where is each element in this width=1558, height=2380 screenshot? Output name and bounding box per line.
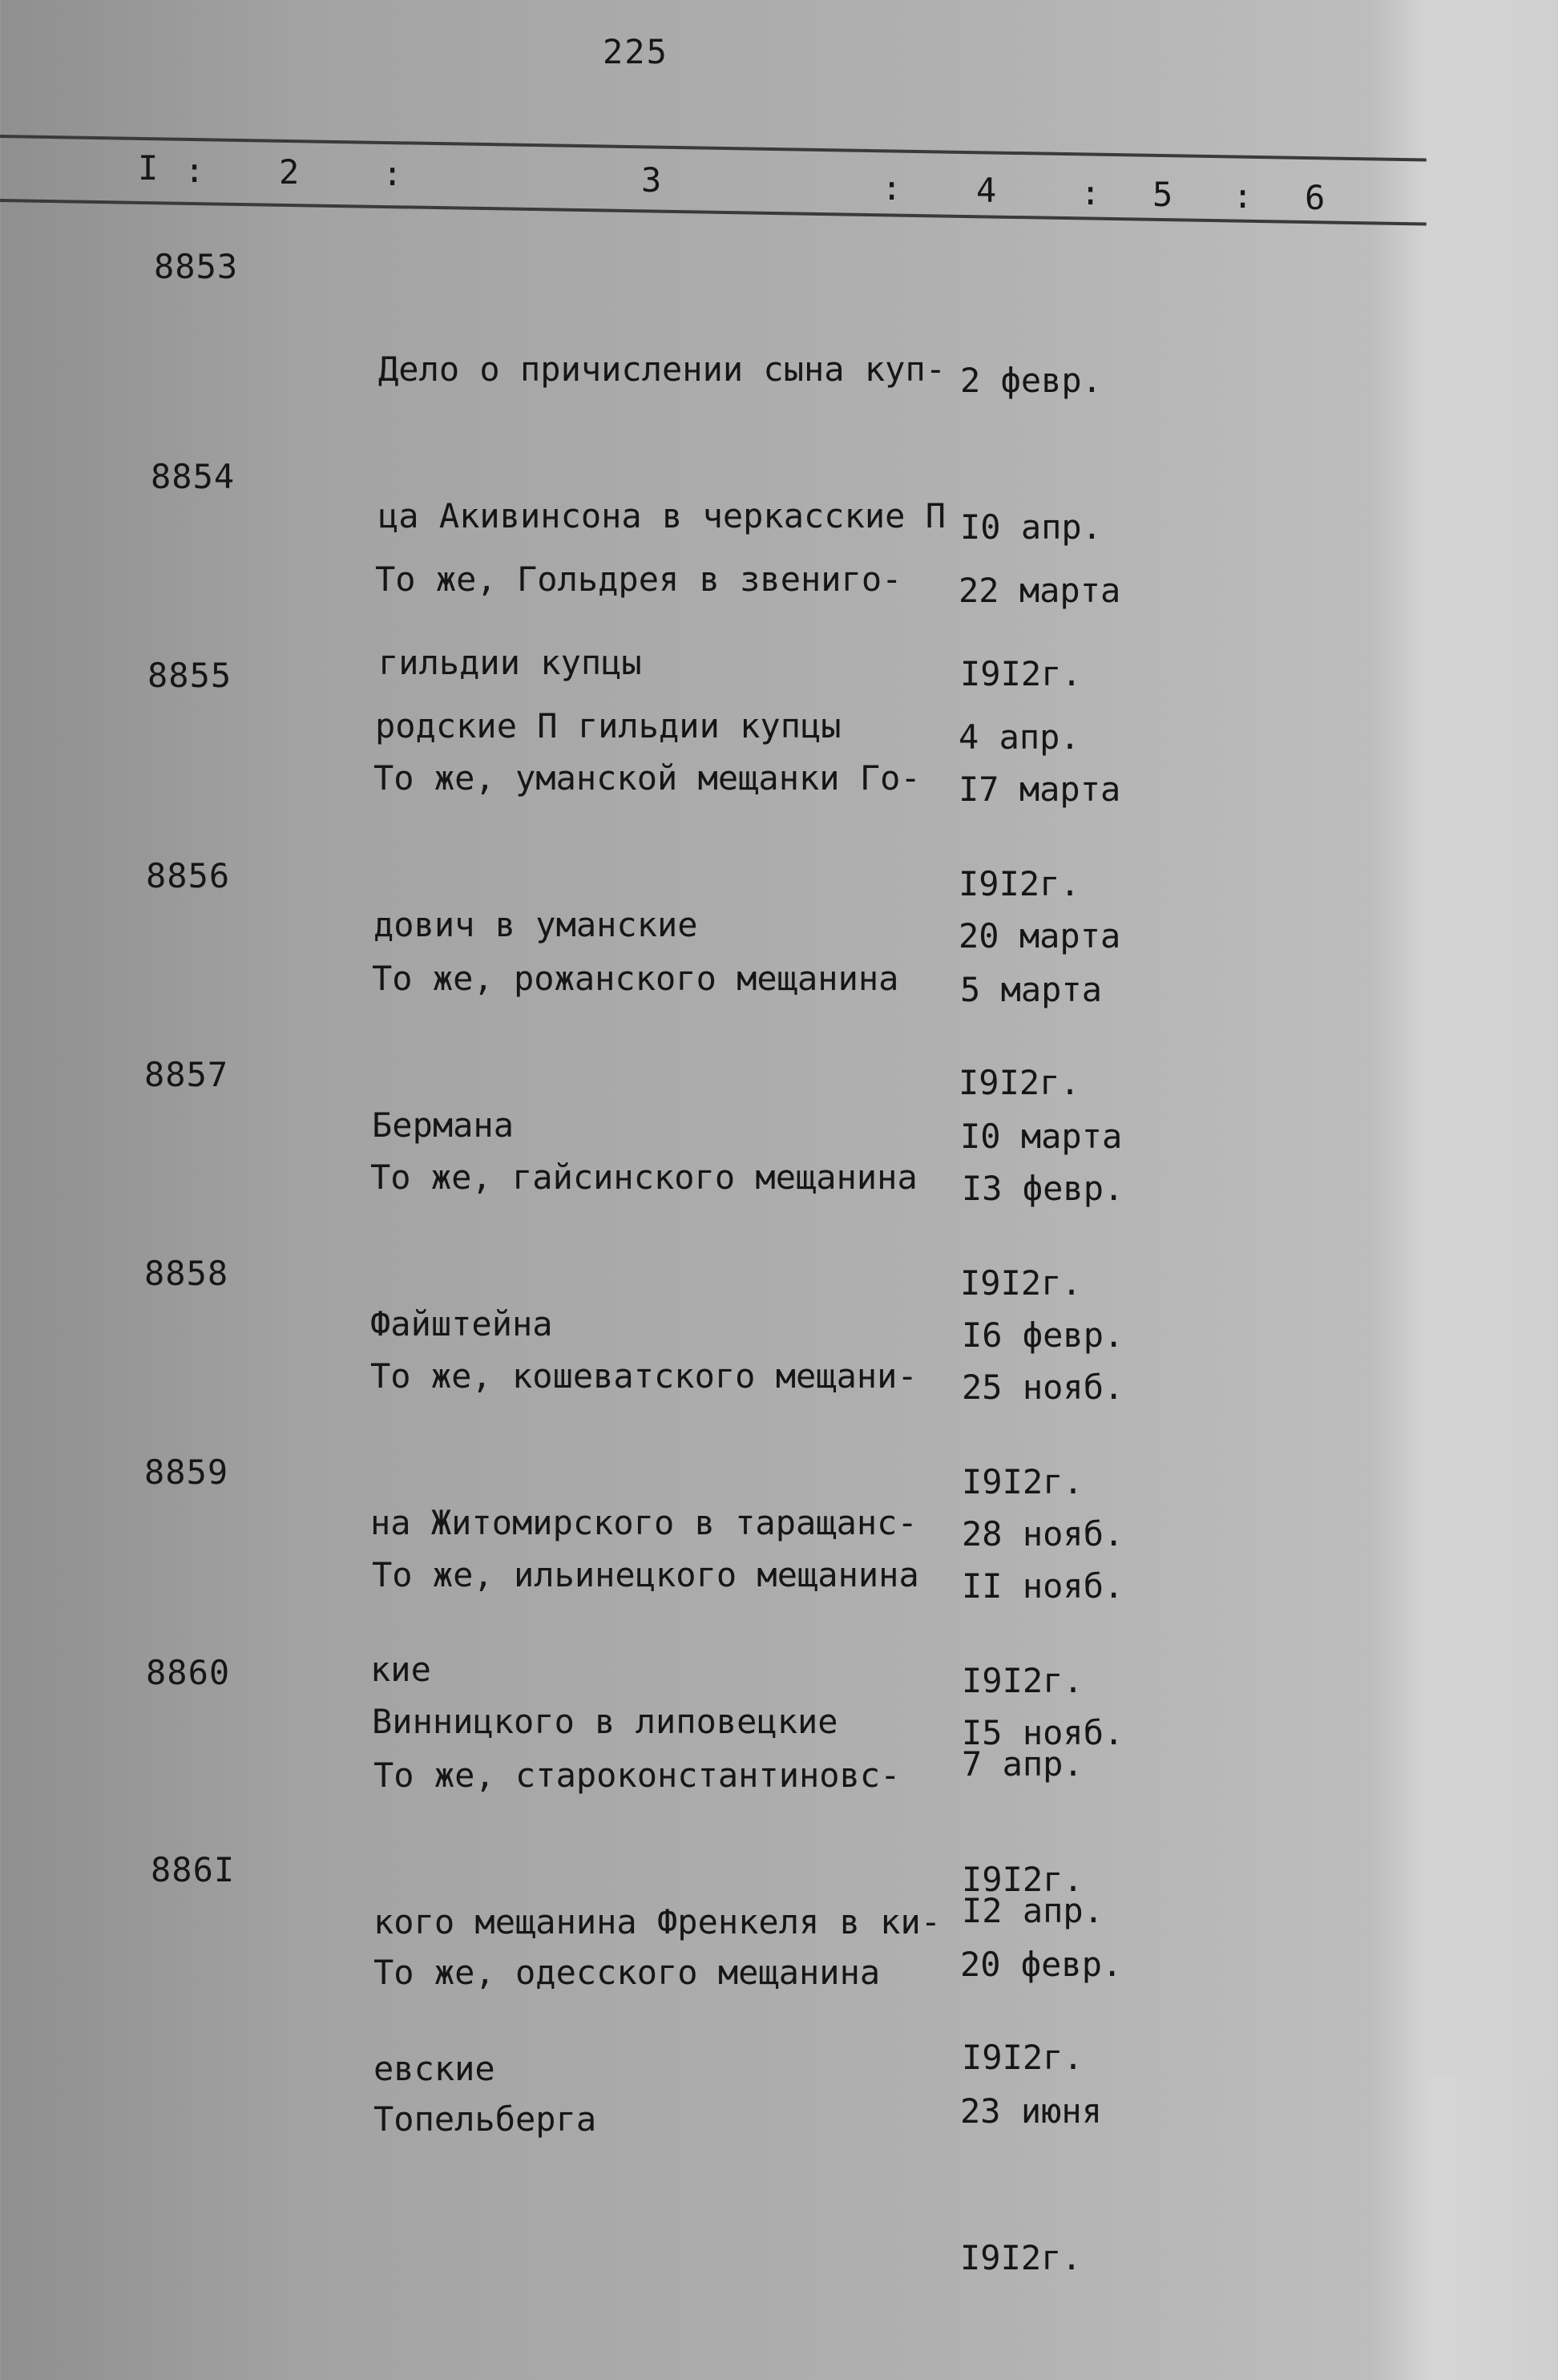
date-end: 20 марта: [959, 916, 1121, 956]
record-number: 8856: [146, 856, 231, 895]
description-line: родские П гильдии купцы: [375, 706, 842, 746]
column-header-6: 6: [1305, 178, 1326, 217]
column-header-3: 3: [641, 160, 662, 200]
page-edge-shadow: [1427, 0, 1558, 2078]
date-year: I9I2г.: [962, 1860, 1084, 1899]
date-end: I0 апр.: [960, 507, 1103, 547]
description-line: То же, рожанского мещанина: [372, 959, 899, 998]
date-end: I6 февр.: [962, 1315, 1124, 1355]
column-separator: :: [882, 168, 902, 208]
description-line: То же, староконстантиновс-: [373, 1756, 901, 1795]
description-line: То же, гайсинского мещанина: [370, 1158, 918, 1197]
description-line: на Житомирского в таращанс-: [370, 1503, 918, 1542]
date-start: 2 февр.: [960, 361, 1103, 400]
column-separator: :: [184, 151, 205, 190]
date-end: 4 апр.: [959, 717, 1080, 757]
column-header-2: 2: [279, 152, 300, 192]
description-line: ца Акивинсона в черкасские П: [378, 496, 947, 535]
date-end: I2 апр.: [962, 1891, 1104, 1930]
column-header-5: 5: [1152, 175, 1173, 214]
record-dates: [960, 1842, 1122, 2380]
column-header-1: I: [138, 148, 159, 188]
date-year: I9I2г.: [962, 1661, 1084, 1700]
date-start: II нояб.: [962, 1566, 1124, 1606]
date-year: I9I2г.: [959, 1063, 1080, 1102]
date-start: 20 февр.: [960, 1945, 1123, 1984]
date-year: I9I2г.: [960, 654, 1082, 693]
description-line: кого мещанина Френкеля в ки-: [373, 1902, 942, 1942]
table-header-bottom-rule: [0, 199, 1427, 226]
column-separator: :: [1080, 173, 1101, 212]
record-description: [373, 1850, 951, 2241]
date-year: I9I2г.: [960, 2238, 1082, 2277]
record-number: 8858: [144, 1254, 229, 1293]
page-number: 225: [603, 32, 668, 71]
date-year: I9I2г.: [962, 1462, 1084, 1501]
column-separator: :: [382, 154, 403, 193]
record-number: 8854: [151, 457, 236, 496]
record-number: 8860: [146, 1653, 231, 1692]
date-start: I3 февр.: [962, 1169, 1124, 1208]
date-start: 22 марта: [959, 571, 1121, 610]
record-number: 8853: [154, 247, 239, 286]
description-line: То же, уманской мещанки Го-: [373, 758, 921, 798]
date-year: I9I2г.: [959, 864, 1080, 903]
date-end: I5 нояб.: [962, 1713, 1124, 1752]
column-separator: :: [1233, 176, 1253, 216]
record-number: 886I: [151, 1850, 236, 1889]
description-line: То же, ильинецкого мещанина: [372, 1555, 919, 1594]
table-header-top-rule: [0, 135, 1427, 162]
description-line: гильдии купцы: [378, 643, 642, 682]
date-year: I9I2г.: [960, 1263, 1082, 1303]
description-line: Бермана: [372, 1105, 515, 1145]
date-end: 28 нояб.: [962, 1514, 1124, 1554]
date-end: I0 марта: [960, 1117, 1123, 1156]
description-line: То же, кошеватского мещани-: [370, 1356, 918, 1396]
date-year: I9I2г.: [962, 2038, 1084, 2077]
description-line: То же, одесского мещанина: [373, 1953, 881, 1992]
description-line: Дело о причислении сына куп-: [378, 350, 947, 389]
description-line: Винницкого в липовецкие: [372, 1702, 838, 1741]
date-start: I7 марта: [959, 770, 1121, 809]
description-line: То же, Гольдрея в звениго-: [375, 560, 902, 599]
date-end: 23 июня: [960, 2091, 1103, 2131]
description-line: Топельберга: [373, 2099, 597, 2139]
record-number: 8855: [147, 656, 232, 695]
record-number: 8859: [144, 1453, 229, 1492]
description-line: евские: [373, 2049, 495, 2088]
description-line: дович в уманские: [373, 905, 698, 944]
date-start: 7 апр.: [962, 1744, 1084, 1784]
date-start: 25 нояб.: [962, 1368, 1124, 1407]
description-line: Файштейна: [370, 1304, 553, 1344]
record-number: 8857: [144, 1055, 229, 1094]
description-line: кие: [370, 1650, 431, 1689]
column-header-4: 4: [976, 171, 997, 210]
date-start: 5 марта: [960, 970, 1103, 1009]
